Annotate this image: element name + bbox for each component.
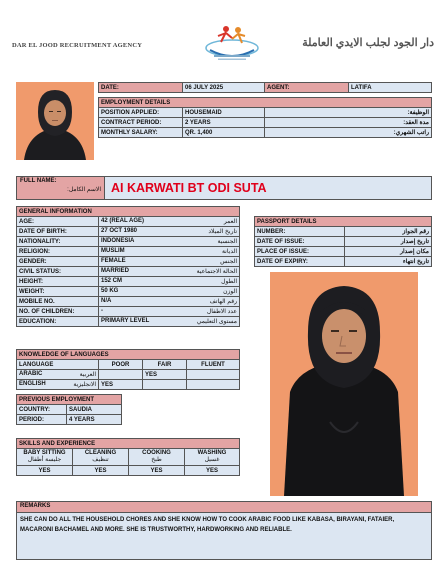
- full-name-row: [16, 176, 432, 200]
- general-label-ar: تاريخ الميلاد: [208, 229, 237, 235]
- languages-title: KNOWLEDGE OF LANGUAGES: [17, 350, 240, 360]
- employment-value: QR. 1,400: [183, 128, 265, 138]
- remarks-section: [16, 501, 432, 560]
- skill-value: YES: [17, 466, 73, 476]
- general-value: 152 CM: [101, 278, 123, 284]
- skill-name: COOKING: [142, 450, 171, 456]
- general-label-ar: الجنس: [220, 259, 237, 265]
- general-label: AGE:: [17, 217, 99, 227]
- agency-logo: [196, 22, 268, 62]
- skill-name-ar: طبخ: [151, 457, 162, 463]
- previous-value: SAUDIA: [67, 405, 122, 415]
- skill-name-ar: جليسة أطفال: [27, 457, 62, 463]
- general-info-table: [16, 206, 240, 327]
- language-fluent: [187, 370, 240, 380]
- general-label: NO. OF CHILDREN:: [17, 307, 99, 317]
- employment-label: CONTRACT PERIOD:: [99, 118, 183, 128]
- language-name: ENGLISH: [19, 381, 46, 387]
- passport-table: [254, 216, 432, 267]
- language-name: ARABIC: [19, 371, 43, 377]
- general-value: MUSLIM: [101, 248, 125, 254]
- language-name-ar: الانجليزية: [73, 382, 96, 388]
- employment-label: POSITION APPLIED:: [99, 108, 183, 118]
- general-value: 42 (REAL AGE): [101, 218, 145, 224]
- previous-employment-table: [16, 394, 122, 425]
- agent-label: AGENT:: [265, 83, 349, 93]
- language-fluent: [187, 380, 240, 390]
- passport-label: PLACE OF ISSUE:: [255, 247, 345, 257]
- general-label: EDUCATION:: [17, 317, 99, 327]
- general-value: PRIMARY LEVEL: [101, 318, 150, 324]
- general-info-title: GENERAL INFORMATION: [17, 207, 240, 217]
- general-label-ar: الديانة: [221, 249, 237, 255]
- languages-table: [16, 349, 240, 390]
- skill-value: YES: [185, 466, 240, 476]
- general-label: NATIONALITY:: [17, 237, 99, 247]
- passport-label-ar: تاريخ إصدار: [345, 237, 432, 247]
- employment-label-ar: مدة العقد:: [265, 118, 432, 128]
- general-label-ar: الطول: [221, 279, 237, 285]
- general-value: INDONESIA: [101, 238, 135, 244]
- employment-value: HOUSEMAID: [183, 108, 265, 118]
- general-label: HEIGHT:: [17, 277, 99, 287]
- general-label: RELIGION:: [17, 247, 99, 257]
- skills-title: SKILLS AND EXPERIENCE: [17, 439, 240, 449]
- remarks-text: SHE CAN DO ALL THE HOUSEHOLD CHORES AND SHE KNOW HOW TO COOK ARABIC FOOD LIKE KABASA, BIRAYANI, FATAIER, MACARONI BACHAMEL AND MORE. SHE IS TRUSTWORTHY, HARDWORKING AND RELIABLE.: [17, 513, 431, 559]
- full-name-label: FULL NAME:: [20, 178, 57, 184]
- general-value: N/A: [101, 298, 112, 304]
- general-label-ar: الوزن: [223, 289, 237, 295]
- passport-label: NUMBER:: [255, 227, 345, 237]
- skill-value: YES: [129, 466, 185, 476]
- previous-value: 4 YEARS: [67, 415, 122, 425]
- passport-label-ar: رقم الجواز: [345, 227, 432, 237]
- date-label: DATE:: [99, 83, 183, 93]
- language-poor: YES: [99, 380, 143, 390]
- skill-name: CLEANING: [84, 450, 117, 456]
- language-fair: YES: [143, 370, 187, 380]
- previous-label: COUNTRY:: [17, 405, 67, 415]
- general-value: 50 KG: [101, 288, 119, 294]
- skill-value: YES: [73, 466, 129, 476]
- general-value: 27 OCT 1980: [101, 228, 138, 234]
- agency-name-en: DAR EL JOOD RECRUITMENT AGENCY: [12, 42, 143, 49]
- languages-header: LANGUAGE: [17, 360, 99, 370]
- general-value: -: [101, 308, 103, 314]
- profile-photo-small: [16, 82, 94, 160]
- language-poor: [99, 370, 143, 380]
- skill-name-ar: تنظيف: [92, 457, 109, 463]
- languages-header: FLUENT: [187, 360, 240, 370]
- passport-label: DATE OF ISSUE:: [255, 237, 345, 247]
- profile-photo-large: [270, 272, 418, 496]
- employment-title: EMPLOYMENT DETAILS: [99, 98, 432, 108]
- skill-name: WASHING: [197, 450, 227, 456]
- date-value: 06 JULY 2025: [183, 83, 265, 93]
- employment-label-ar: راتب الشهري:: [265, 128, 432, 138]
- passport-label-ar: تاريخ انتهاء: [345, 257, 432, 267]
- languages-header: FAIR: [143, 360, 187, 370]
- general-label-ar: العمر: [223, 219, 237, 225]
- agent-value: LATIFA: [349, 83, 432, 93]
- passport-title: PASSPORT DETAILS: [255, 217, 432, 227]
- general-label-ar: مستوى التعليمي: [196, 319, 237, 325]
- agency-name-ar: دار الجود لجلب الايدي العاملة: [302, 37, 434, 49]
- previous-label: PERIOD:: [17, 415, 67, 425]
- passport-label-ar: مكان إصدار: [345, 247, 432, 257]
- language-fair: [143, 380, 187, 390]
- date-agent-table: [98, 82, 432, 93]
- employment-label-ar: الوظيفة:: [265, 108, 432, 118]
- remarks-title: REMARKS: [17, 502, 431, 513]
- language-name-ar: العربية: [79, 372, 96, 378]
- previous-employment-title: PREVIOUS EMPLOYMENT: [17, 395, 122, 405]
- general-label-ar: الجنسية: [217, 239, 237, 245]
- general-label-ar: عدد الاطفال: [206, 309, 237, 315]
- full-name-value: AI KARWATI BT ODI SUTA: [111, 181, 267, 195]
- skill-name-ar: غسيل: [204, 457, 220, 463]
- general-value: FEMALE: [101, 258, 126, 264]
- employment-label: MONTHLY SALARY:: [99, 128, 183, 138]
- passport-label: DATE OF EXPIRY:: [255, 257, 345, 267]
- general-label: CIVIL STATUS:: [17, 267, 99, 277]
- general-label: MOBILE NO.: [17, 297, 99, 307]
- general-label: DATE OF BIRTH:: [17, 227, 99, 237]
- employment-table: [98, 97, 432, 138]
- general-value: MARRIED: [101, 268, 129, 274]
- languages-header: POOR: [99, 360, 143, 370]
- full-name-label-ar: الاسم الكامل:: [67, 187, 101, 193]
- skill-name: BABY SITTING: [23, 450, 66, 456]
- general-label-ar: الحالة الاجتماعية: [196, 269, 237, 275]
- general-label-ar: رقم الهاتف: [209, 299, 237, 305]
- employment-value: 2 YEARS: [183, 118, 265, 128]
- general-label: GENDER:: [17, 257, 99, 267]
- skills-table: [16, 438, 240, 476]
- general-label: WEIGHT:: [17, 287, 99, 297]
